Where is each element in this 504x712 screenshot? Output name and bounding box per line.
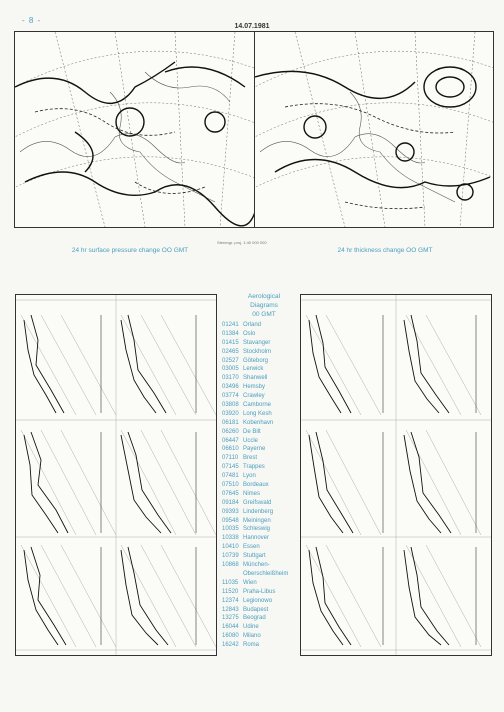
thickness-map-caption: 24 hr thickness change OO GMT <box>337 247 433 254</box>
station-code: 11520 <box>222 588 239 595</box>
station-name: Nimes <box>243 490 261 497</box>
station-item <box>222 534 306 543</box>
station-code: 10739 <box>222 553 239 560</box>
page-date: 14.07.1981 <box>234 23 270 30</box>
station-item <box>222 623 306 632</box>
station-item <box>222 428 306 437</box>
station-code: 10868 <box>222 562 239 569</box>
station-item <box>222 597 306 606</box>
station-item <box>222 517 306 526</box>
station-code: 03808 <box>222 402 239 409</box>
station-list <box>222 321 306 650</box>
station-name: Stavanger <box>243 339 271 346</box>
station-code: 09548 <box>222 517 239 524</box>
station-code: 03005 <box>222 366 239 373</box>
station-item <box>222 357 306 366</box>
station-item <box>222 588 306 597</box>
station-item <box>222 463 306 472</box>
station-code: 07645 <box>222 490 239 497</box>
station-name: Greifswald <box>243 499 272 506</box>
station-name: Crawley <box>243 393 265 400</box>
station-item <box>222 454 306 463</box>
station-code: 06260 <box>222 428 239 435</box>
station-code: 03774 <box>222 393 239 400</box>
station-name: Oslo <box>243 330 256 337</box>
surface-pressure-change-map <box>14 31 256 228</box>
station-code: 07145 <box>222 464 239 471</box>
station-name: Milano <box>243 633 261 640</box>
station-code: 06181 <box>222 419 239 426</box>
station-name: Meiningen <box>243 517 271 524</box>
station-code: 01384 <box>222 330 239 337</box>
station-code: 07510 <box>222 482 239 489</box>
station-code: 06447 <box>222 437 239 444</box>
station-item <box>222 330 306 339</box>
aerological-diagrams-left <box>15 294 217 656</box>
station-item <box>222 392 306 401</box>
station-name: Hemsby <box>243 384 266 391</box>
station-name: Schleswig <box>243 526 271 533</box>
station-name: Uccle <box>243 437 259 444</box>
station-code: 02465 <box>222 348 239 355</box>
aerological-title-line: 00 GMT <box>252 311 276 318</box>
station-code: 01241 <box>222 322 239 328</box>
station-name: Legionowo <box>243 597 273 604</box>
station-item <box>222 641 306 650</box>
station-item <box>222 508 306 517</box>
thickness-change-map <box>254 31 494 228</box>
station-code: 11035 <box>222 579 239 586</box>
station-name: Payerne <box>243 446 266 453</box>
page-number: - 8 - <box>22 16 42 25</box>
station-code: 02527 <box>222 357 239 364</box>
station-item <box>222 525 306 534</box>
station-item <box>222 552 306 561</box>
station-item <box>222 481 306 490</box>
station-code: 06610 <box>222 446 239 453</box>
station-name: Roma <box>243 642 260 649</box>
station-name: Essen <box>243 544 260 551</box>
station-name: München- <box>243 562 270 569</box>
station-code: 13275 <box>222 615 239 622</box>
station-code: 09184 <box>222 499 239 506</box>
station-item <box>222 472 306 481</box>
surface-pressure-map-caption: 24 hr surface pressure change OO GMT <box>71 247 189 254</box>
station-item <box>222 499 306 508</box>
aerological-diagrams-left-graphic <box>16 295 216 655</box>
station-code: 07110 <box>222 455 239 462</box>
station-item <box>222 339 306 348</box>
station-item <box>222 410 306 419</box>
station-item <box>222 374 306 383</box>
station-item <box>222 419 306 428</box>
station-item <box>222 614 306 623</box>
station-item <box>222 543 306 552</box>
aerological-title-line: Aerological <box>247 293 281 300</box>
aerological-diagrams-right-graphic <box>301 295 491 655</box>
station-code: 16242 <box>222 642 239 649</box>
station-name: Lindenberg <box>243 508 274 515</box>
station-code: 01415 <box>222 339 239 346</box>
station-item <box>222 632 306 641</box>
station-code: 16080 <box>222 633 239 640</box>
station-code: 07481 <box>222 473 239 480</box>
station-name: Stuttgart <box>243 553 266 560</box>
station-item <box>222 561 306 570</box>
station-name: Lerwick <box>243 366 264 373</box>
aerological-title-line: Diagrams <box>250 302 278 309</box>
station-name: Budapest <box>243 606 269 613</box>
station-item <box>222 490 306 499</box>
aerological-diagrams-title <box>222 292 306 319</box>
station-code: 10338 <box>222 535 239 542</box>
station-name: Kobenhavn <box>243 419 274 426</box>
map-scale-note: Stereogr. proj. 1:40 000 000 <box>217 240 267 245</box>
station-name: Orland <box>243 322 262 328</box>
station-name: Lyon <box>243 473 256 480</box>
surface-pressure-map-graphic <box>15 32 255 227</box>
station-name: Wien <box>243 579 257 586</box>
station-name: Shanwell <box>243 375 268 382</box>
thickness-map-graphic <box>255 32 493 227</box>
station-name: Beograd <box>243 615 266 622</box>
station-item <box>222 401 306 410</box>
station-name: De Bilt <box>243 428 261 435</box>
station-name: Hannover <box>243 535 270 542</box>
station-item <box>222 321 306 330</box>
station-item <box>222 348 306 357</box>
station-code: 12843 <box>222 606 239 613</box>
station-name: Bordeaux <box>243 482 269 489</box>
aerological-diagrams-right <box>300 294 492 656</box>
station-item <box>222 365 306 374</box>
station-item <box>222 570 306 579</box>
station-code: 03920 <box>222 410 239 417</box>
station-code: 12374 <box>222 597 239 604</box>
station-name: Stockholm <box>243 348 272 355</box>
station-code: 10035 <box>222 526 239 533</box>
station-code: 10410 <box>222 544 239 551</box>
station-name: Göteborg <box>243 357 269 364</box>
station-name: Praha-Libus <box>243 588 276 595</box>
station-code: 16044 <box>222 624 239 631</box>
station-name: Camborne <box>243 402 272 409</box>
station-code: 03496 <box>222 384 239 391</box>
station-item <box>222 445 306 454</box>
station-item <box>222 437 306 446</box>
station-name: Trappes <box>243 464 265 471</box>
station-item <box>222 606 306 615</box>
station-item <box>222 383 306 392</box>
station-code: 09393 <box>222 508 239 515</box>
station-code <box>222 570 243 579</box>
station-code: 03170 <box>222 375 239 382</box>
station-item <box>222 579 306 588</box>
station-name: Brest <box>243 455 258 462</box>
station-name: Oberschleißheim <box>243 570 289 577</box>
station-name: Udine <box>243 624 259 631</box>
station-name: Long Kesh <box>243 410 272 417</box>
